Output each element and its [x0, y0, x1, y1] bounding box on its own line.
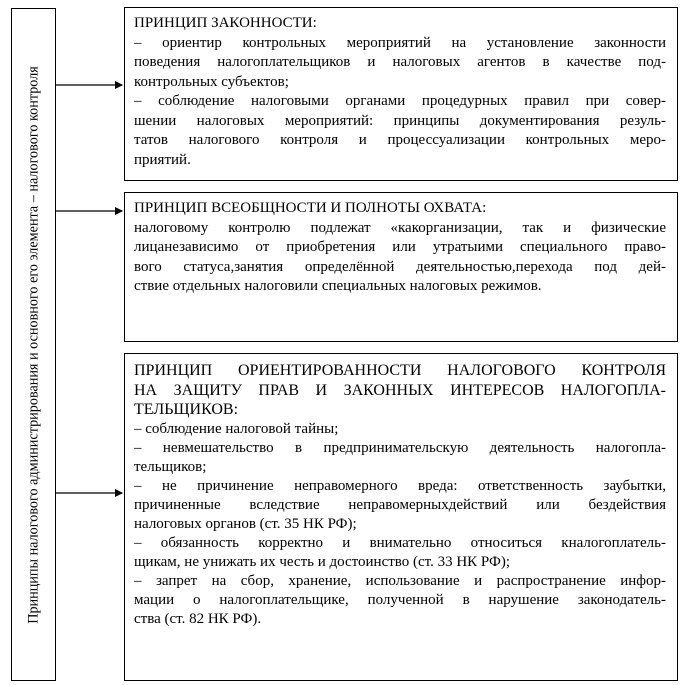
- text-line: – запрет на сбор, хранение, использование и распространение инфор-: [134, 573, 666, 590]
- text-line: налоговому контролю подлежат «какорганизации, так и физические: [134, 219, 666, 236]
- text-line: ствие отдельных налоговили специальных налоговых режимов.: [134, 278, 542, 294]
- text-line: – соблюдение налоговой тайны;: [134, 420, 339, 437]
- text-line: ПРИНЦИП ОРИЕНТИРОВАННОСТИ НАЛОГОВОГО КОНТРОЛЯ: [134, 362, 666, 379]
- text-line: причиненные вследствие неправомерныхдействий или бездействия: [134, 496, 666, 513]
- universality-principle-text: [134, 199, 666, 297]
- text-line: – обязанность корректно и внимательно относиться кналогоплатель-: [134, 535, 666, 552]
- text-line: – не причинение неправомерного вреда: ответственность заубытки,: [134, 477, 666, 494]
- text-line: ПРИНЦИП ВСЕОБЩНОСТИ И ПОЛНОТЫ ОХВАТА:: [134, 200, 487, 216]
- rights-protection-principle-box: [124, 353, 678, 681]
- text-line: ства (ст. 82 НК РФ).: [134, 611, 262, 628]
- text-line: шении налоговых мероприятий: принципы документирования резуль-: [134, 112, 666, 129]
- text-line: контрольных субъектов;: [134, 73, 289, 90]
- legality-principle-box: [124, 7, 678, 181]
- text-line: вого статуса,занятия определённой деятельностью,перехода под дей-: [134, 258, 666, 275]
- text-line: щикам, не унижать их честь и достоинство (ст. 33 НК РФ);: [134, 554, 511, 571]
- text-line: татов налогового контроля и процессуализации контрольных меро-: [134, 132, 666, 148]
- text-line: – невмешательство в предпринимательскую деятельность налогопла-: [134, 439, 666, 456]
- text-line: приятий.: [134, 151, 191, 168]
- legality-principle-text: [134, 14, 666, 170]
- universality-principle-box: [124, 192, 678, 342]
- text-line: – соблюдение налоговыми органами процедурных правил при совер-: [134, 93, 666, 109]
- text-line: лицанезависимо от приобретения или утратыими специального право-: [134, 239, 666, 255]
- text-line: НА ЗАЩИТУ ПРАВ И ЗАКОННЫХ ИНТЕРЕСОВ НАЛОГОПЛА-: [134, 381, 666, 399]
- text-line: мации о налогоплательщике, полученной в нарушение законодатель-: [134, 592, 666, 609]
- text-line: тельщиков;: [134, 458, 207, 475]
- principles-label: Принципы налогового администрирования и основного его элемента – налогового контроля: [25, 65, 41, 624]
- text-line: ПРИНЦИП ЗАКОННОСТИ:: [134, 15, 317, 31]
- text-line: поведения налогоплательщиков и налоговых агентов в качестве под-: [134, 54, 666, 70]
- rights-protection-principle-text: [134, 361, 666, 630]
- text-line: налоговых органов (ст. 35 НК РФ);: [134, 515, 357, 532]
- text-line: – ориентир контрольных мероприятий на установление законности: [134, 34, 666, 51]
- text-line: ТЕЛЬЩИКОВ:: [134, 401, 239, 418]
